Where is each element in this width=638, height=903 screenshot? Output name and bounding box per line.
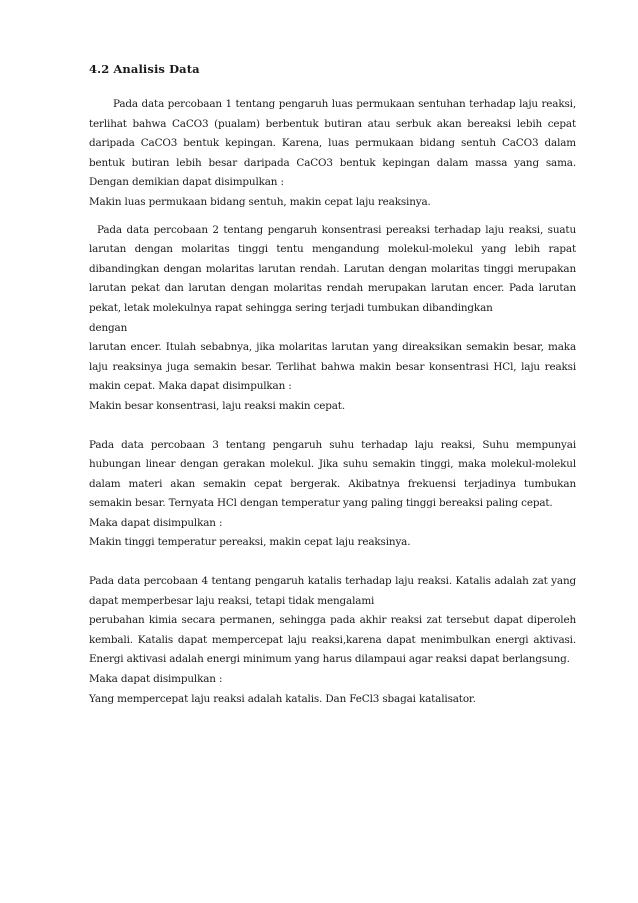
paragraph-spacer xyxy=(89,417,576,436)
experiment3-conclusion: Makin tinggi temperatur pereaksi, makin cepat laju reaksinya. xyxy=(89,536,411,549)
experiment3-paragraph: Pada data percobaan 3 tentang pengaruh suhu terhadap laju reaksi, Suhu mempunyai hubungan linear dengan gerakan molekul. Jika suhu semakin tinggi, maka molekul-molekul dalam materi akan semakin cepat bergerak. Akibatnya frekuensi terjadinya tumbukan semakin besar. Ternyata HCl dengan temperatur yang paling tinggi bereaksi paling cepat. xyxy=(89,438,576,510)
paragraph-spacer xyxy=(89,553,576,572)
paragraph-spacer xyxy=(89,213,576,221)
experiment2-conclusion: Makin besar konsentrasi, laju reaksi makin cepat. xyxy=(89,399,345,412)
experiment2-paragraph-break-word: dengan xyxy=(89,321,128,334)
experiment4-lead: Maka dapat disimpulkan : xyxy=(89,673,223,686)
experiment4-paragraph-continued: perubahan kimia secara permanen, sehingga pada akhir reaksi zat tersebut dapat diperoleh kembali. Katalis dapat mempercepat laju reaksi,karena dapat menimbulkan energi aktivasi. Energi aktivasi adalah energi minimum yang harus dilampaui agar reaksi dapat berlangsung. xyxy=(89,614,576,666)
experiment1-conclusion: Makin luas permukaan bidang sentuh, makin cepat laju reaksinya. xyxy=(89,195,431,208)
experiment2-paragraph-continued: larutan encer. Itulah sebabnya, jika molaritas larutan yang direaksikan semakin besar, maka laju reaksinya juga semakin besar. Terlihat bahwa makin besar konsentrasi HCl, laju reaksi makin cepat. Maka dapat disimpulkan : xyxy=(89,341,576,393)
experiment4-paragraph: Pada data percobaan 4 tentang pengaruh katalis terhadap laju reaksi. Katalis adalah zat yang dapat memperbesar laju reaksi, tetapi tidak mengalami xyxy=(89,575,576,607)
section-heading: 4.2 Analisis Data xyxy=(89,62,200,76)
experiment4-conclusion: Yang mempercepat laju reaksi adalah katalis. Dan FeCl3 sbagai katalisator. xyxy=(89,692,476,705)
experiment2-paragraph: Pada data percobaan 2 tentang pengaruh konsentrasi pereaksi terhadap laju reaksi, suatu larutan dengan molaritas tinggi tentu mengandung molekul-molekul yang lebih rapat dibandingkan dengan molaritas larutan rendah. Larutan dengan molaritas tinggi merupakan larutan pekat dan larutan dengan molaritas rendah merupakan larutan encer. Pada larutan pekat, letak molekulnya rapat sehingga sering terjadi tumbukan dibandingkan xyxy=(89,223,576,314)
page-content xyxy=(89,61,576,709)
experiment1-paragraph: Pada data percobaan 1 tentang pengaruh luas permukaan sentuhan terhadap laju reaksi, terlihat bahwa CaCO3 (pualam) berbentuk butiran atau serbuk akan bereaksi lebih cepat daripada CaCO3 bentuk kepingan. Karena, luas permukaan bidang sentuh CaCO3 dalam bentuk butiran lebih besar daripada CaCO3 bentuk kepingan dalam massa yang sama. Dengan demikian dapat disimpulkan : xyxy=(89,98,576,189)
experiment3-lead: Maka dapat disimpulkan : xyxy=(89,516,223,529)
